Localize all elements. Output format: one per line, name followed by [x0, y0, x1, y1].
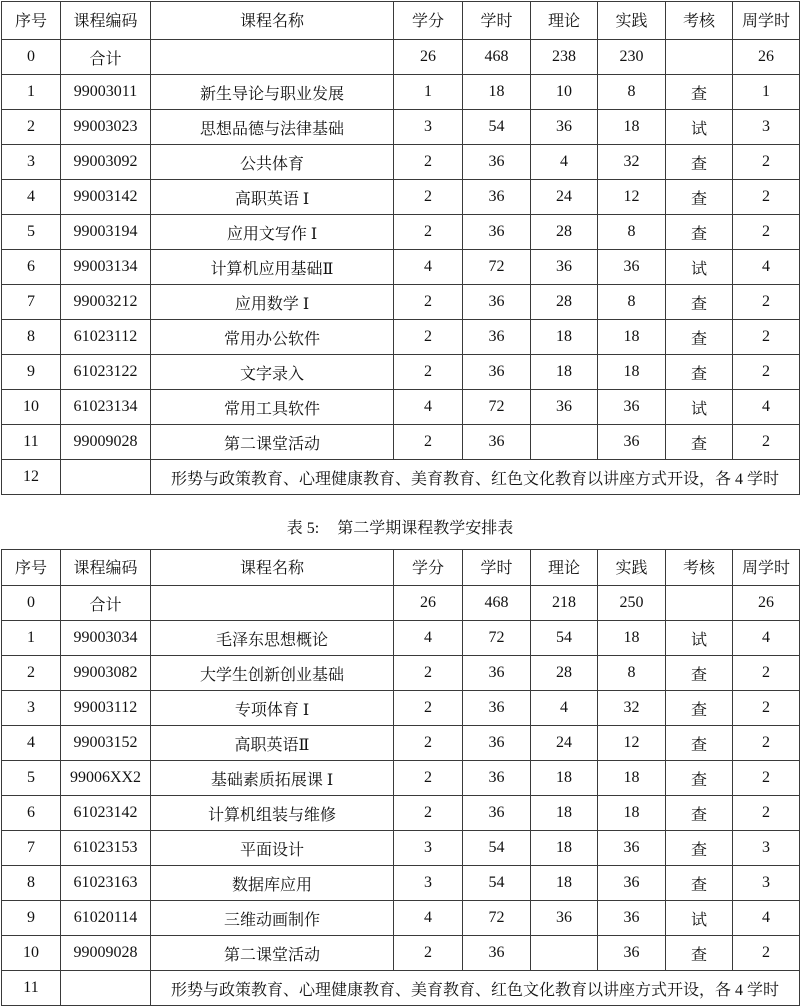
cell-code: 61023122: [61, 355, 151, 390]
cell-credit: 2: [394, 320, 463, 355]
cell-weekly: 2: [733, 320, 800, 355]
cell-hours: 36: [463, 761, 531, 796]
cell-name: 毛泽东思想概论: [151, 621, 394, 656]
note-row: [2, 460, 800, 495]
table-row: [2, 691, 800, 726]
note-text: 形势与政策教育、心理健康教育、美育教育、红色文化教育以讲座方式开设，各 4 学时: [151, 460, 800, 495]
cell-no: 12: [2, 460, 61, 495]
cell-code: 99009028: [61, 936, 151, 971]
table-row: [2, 145, 800, 180]
cell-hours: 36: [463, 936, 531, 971]
cell-theory: 28: [531, 215, 598, 250]
header-theory: 理论: [531, 550, 598, 586]
cell-no: 2: [2, 656, 61, 691]
table-row: [2, 320, 800, 355]
cell-code: 99003011: [61, 75, 151, 110]
cell-credit: 3: [394, 866, 463, 901]
cell-practice: 18: [598, 761, 666, 796]
cell-practice: 12: [598, 180, 666, 215]
cell-code: 99003142: [61, 180, 151, 215]
cell-theory: 24: [531, 726, 598, 761]
cell-credit: 3: [394, 831, 463, 866]
cell-hours: 72: [463, 901, 531, 936]
header-theory: 理论: [531, 2, 598, 40]
table-row: [2, 796, 800, 831]
cell-credit: 4: [394, 621, 463, 656]
cell-code: [61, 971, 151, 1006]
cell-exam: [666, 586, 733, 621]
table-row: [2, 621, 800, 656]
cell-weekly: 2: [733, 691, 800, 726]
cell-name: 专项体育 Ⅰ: [151, 691, 394, 726]
table-row: [2, 215, 800, 250]
course-table-semester-2: [1, 549, 800, 1006]
cell-exam: [666, 40, 733, 75]
cell-no: 2: [2, 110, 61, 145]
cell-name: 平面设计: [151, 831, 394, 866]
cell-no: 4: [2, 180, 61, 215]
cell-weekly: 2: [733, 285, 800, 320]
header-credit: 学分: [394, 2, 463, 40]
cell-weekly: 26: [733, 586, 800, 621]
table-row: [2, 901, 800, 936]
cell-code: 99003134: [61, 250, 151, 285]
table-row: [2, 726, 800, 761]
cell-code: 61023112: [61, 320, 151, 355]
cell-theory: 36: [531, 110, 598, 145]
cell-practice: 36: [598, 390, 666, 425]
cell-credit: 4: [394, 390, 463, 425]
cell-weekly: 2: [733, 145, 800, 180]
cell-code: 合计: [61, 40, 151, 75]
caption-label: 表 5:: [286, 520, 320, 537]
cell-hours: 36: [463, 180, 531, 215]
cell-theory: 18: [531, 796, 598, 831]
cell-no: 9: [2, 355, 61, 390]
caption-title: 第二学期课程教学安排表: [337, 520, 514, 537]
cell-practice: 36: [598, 936, 666, 971]
cell-code: 99003194: [61, 215, 151, 250]
cell-no: 7: [2, 285, 61, 320]
cell-hours: 36: [463, 145, 531, 180]
cell-theory: 36: [531, 250, 598, 285]
cell-practice: 18: [598, 796, 666, 831]
cell-credit: 1: [394, 75, 463, 110]
cell-no: 10: [2, 936, 61, 971]
cell-credit: 2: [394, 656, 463, 691]
cell-no: 0: [2, 40, 61, 75]
cell-exam: 查: [666, 285, 733, 320]
header-code: 课程编码: [61, 550, 151, 586]
cell-credit: 2: [394, 215, 463, 250]
cell-practice: 36: [598, 866, 666, 901]
cell-no: 3: [2, 145, 61, 180]
cell-practice: 8: [598, 215, 666, 250]
cell-weekly: 4: [733, 621, 800, 656]
cell-exam: 试: [666, 621, 733, 656]
cell-exam: 查: [666, 425, 733, 460]
cell-code: 合计: [61, 586, 151, 621]
note-text: 形势与政策教育、心理健康教育、美育教育、红色文化教育以讲座方式开设，各 4 学时: [151, 971, 800, 1006]
header-weekly: 周学时: [733, 2, 800, 40]
cell-name: [151, 40, 394, 75]
cell-exam: 查: [666, 936, 733, 971]
cell-credit: 2: [394, 726, 463, 761]
cell-theory: 18: [531, 866, 598, 901]
cell-name: 新生导论与职业发展: [151, 75, 394, 110]
table-caption: [0, 517, 800, 541]
cell-theory: 54: [531, 621, 598, 656]
course-table-semester-1: [1, 1, 800, 495]
cell-weekly: 2: [733, 761, 800, 796]
cell-theory: 24: [531, 180, 598, 215]
cell-weekly: 4: [733, 250, 800, 285]
cell-theory: [531, 425, 598, 460]
cell-practice: 8: [598, 656, 666, 691]
cell-no: 3: [2, 691, 61, 726]
cell-weekly: 2: [733, 936, 800, 971]
cell-theory: 18: [531, 320, 598, 355]
cell-name: 大学生创新创业基础: [151, 656, 394, 691]
header-row: [2, 2, 800, 40]
cell-name: 数据库应用: [151, 866, 394, 901]
table-row: [2, 831, 800, 866]
cell-credit: 2: [394, 761, 463, 796]
cell-code: 61023134: [61, 390, 151, 425]
cell-exam: 查: [666, 866, 733, 901]
header-exam: 考核: [666, 550, 733, 586]
cell-credit: 2: [394, 145, 463, 180]
cell-hours: 72: [463, 250, 531, 285]
cell-code: 99003112: [61, 691, 151, 726]
cell-code: 99003152: [61, 726, 151, 761]
cell-no: 5: [2, 761, 61, 796]
cell-credit: 2: [394, 691, 463, 726]
cell-practice: 36: [598, 250, 666, 285]
header-no: 序号: [2, 2, 61, 40]
table-row: [2, 866, 800, 901]
cell-name: 思想品德与法律基础: [151, 110, 394, 145]
cell-exam: 查: [666, 75, 733, 110]
table-row: [2, 180, 800, 215]
cell-practice: 32: [598, 145, 666, 180]
cell-name: 三维动画制作: [151, 901, 394, 936]
cell-weekly: 4: [733, 390, 800, 425]
cell-hours: 36: [463, 285, 531, 320]
cell-hours: 36: [463, 726, 531, 761]
cell-practice: 36: [598, 901, 666, 936]
cell-hours: 36: [463, 691, 531, 726]
cell-weekly: 2: [733, 180, 800, 215]
cell-weekly: 2: [733, 726, 800, 761]
cell-name: 高职英语Ⅱ: [151, 726, 394, 761]
header-name: 课程名称: [151, 550, 394, 586]
table-row: [2, 355, 800, 390]
cell-name: 应用文写作 Ⅰ: [151, 215, 394, 250]
table-row: [2, 40, 800, 75]
cell-no: 9: [2, 901, 61, 936]
cell-no: 1: [2, 75, 61, 110]
cell-no: 6: [2, 250, 61, 285]
cell-weekly: 3: [733, 866, 800, 901]
cell-code: 99003023: [61, 110, 151, 145]
table-row: [2, 390, 800, 425]
cell-weekly: 2: [733, 796, 800, 831]
cell-hours: 54: [463, 110, 531, 145]
cell-hours: 36: [463, 425, 531, 460]
cell-name: 计算机组装与维修: [151, 796, 394, 831]
cell-hours: 36: [463, 215, 531, 250]
table-row: [2, 425, 800, 460]
cell-hours: 36: [463, 320, 531, 355]
cell-name: 应用数学 Ⅰ: [151, 285, 394, 320]
cell-exam: 查: [666, 320, 733, 355]
cell-exam: 试: [666, 901, 733, 936]
cell-credit: 2: [394, 936, 463, 971]
cell-practice: 18: [598, 621, 666, 656]
cell-hours: 36: [463, 355, 531, 390]
cell-name: 常用办公软件: [151, 320, 394, 355]
cell-credit: 2: [394, 425, 463, 460]
cell-theory: 36: [531, 901, 598, 936]
cell-code: 61023153: [61, 831, 151, 866]
cell-code: 99003082: [61, 656, 151, 691]
cell-theory: 4: [531, 145, 598, 180]
header-code: 课程编码: [61, 2, 151, 40]
cell-credit: 2: [394, 285, 463, 320]
cell-hours: 72: [463, 390, 531, 425]
cell-no: 7: [2, 831, 61, 866]
cell-name: [151, 586, 394, 621]
cell-credit: 4: [394, 250, 463, 285]
cell-no: 5: [2, 215, 61, 250]
cell-code: 99009028: [61, 425, 151, 460]
header-exam: 考核: [666, 2, 733, 40]
table-row: [2, 110, 800, 145]
cell-exam: 查: [666, 726, 733, 761]
header-name: 课程名称: [151, 2, 394, 40]
cell-no: 4: [2, 726, 61, 761]
cell-weekly: 3: [733, 110, 800, 145]
header-practice: 实践: [598, 550, 666, 586]
cell-credit: 2: [394, 796, 463, 831]
cell-name: 常用工具软件: [151, 390, 394, 425]
cell-practice: 36: [598, 425, 666, 460]
cell-practice: 18: [598, 320, 666, 355]
cell-code: 99003092: [61, 145, 151, 180]
cell-practice: 8: [598, 75, 666, 110]
header-practice: 实践: [598, 2, 666, 40]
cell-no: 11: [2, 425, 61, 460]
table-row: [2, 75, 800, 110]
cell-theory: [531, 936, 598, 971]
note-row: [2, 971, 800, 1006]
header-no: 序号: [2, 550, 61, 586]
cell-practice: 230: [598, 40, 666, 75]
cell-name: 基础素质拓展课 Ⅰ: [151, 761, 394, 796]
cell-exam: 查: [666, 796, 733, 831]
cell-name: 第二课堂活动: [151, 936, 394, 971]
cell-no: 6: [2, 796, 61, 831]
cell-no: 0: [2, 586, 61, 621]
cell-theory: 18: [531, 355, 598, 390]
cell-exam: 试: [666, 250, 733, 285]
cell-hours: 36: [463, 656, 531, 691]
cell-name: 文字录入: [151, 355, 394, 390]
cell-exam: 试: [666, 390, 733, 425]
cell-practice: 8: [598, 285, 666, 320]
cell-exam: 查: [666, 180, 733, 215]
cell-hours: 468: [463, 586, 531, 621]
header-hours: 学时: [463, 2, 531, 40]
table-row: [2, 936, 800, 971]
cell-exam: 查: [666, 145, 733, 180]
cell-theory: 36: [531, 390, 598, 425]
table-row: [2, 250, 800, 285]
cell-weekly: 2: [733, 656, 800, 691]
cell-theory: 18: [531, 831, 598, 866]
cell-hours: 36: [463, 796, 531, 831]
cell-no: 1: [2, 621, 61, 656]
cell-exam: 查: [666, 831, 733, 866]
cell-no: 11: [2, 971, 61, 1006]
cell-name: 第二课堂活动: [151, 425, 394, 460]
cell-credit: 2: [394, 355, 463, 390]
header-weekly: 周学时: [733, 550, 800, 586]
cell-code: 99003212: [61, 285, 151, 320]
cell-credit: 4: [394, 901, 463, 936]
cell-theory: 28: [531, 656, 598, 691]
table-row: [2, 586, 800, 621]
header-row: [2, 550, 800, 586]
cell-practice: 32: [598, 691, 666, 726]
cell-exam: 查: [666, 355, 733, 390]
cell-exam: 查: [666, 656, 733, 691]
cell-code: 61023142: [61, 796, 151, 831]
cell-code: 99003034: [61, 621, 151, 656]
cell-no: 8: [2, 866, 61, 901]
cell-name: 计算机应用基础Ⅱ: [151, 250, 394, 285]
cell-hours: 54: [463, 831, 531, 866]
cell-exam: 查: [666, 761, 733, 796]
cell-weekly: 2: [733, 425, 800, 460]
cell-credit: 3: [394, 110, 463, 145]
cell-weekly: 4: [733, 901, 800, 936]
table-row: [2, 761, 800, 796]
cell-practice: 36: [598, 831, 666, 866]
cell-exam: 试: [666, 110, 733, 145]
cell-code: 61023163: [61, 866, 151, 901]
cell-theory: 10: [531, 75, 598, 110]
cell-hours: 18: [463, 75, 531, 110]
cell-code: 99006XX2: [61, 761, 151, 796]
cell-theory: 18: [531, 761, 598, 796]
cell-weekly: 2: [733, 355, 800, 390]
cell-weekly: 3: [733, 831, 800, 866]
cell-weekly: 2: [733, 215, 800, 250]
cell-no: 8: [2, 320, 61, 355]
cell-practice: 18: [598, 355, 666, 390]
cell-theory: 4: [531, 691, 598, 726]
header-credit: 学分: [394, 550, 463, 586]
cell-practice: 250: [598, 586, 666, 621]
table-row: [2, 656, 800, 691]
cell-theory: 28: [531, 285, 598, 320]
cell-practice: 18: [598, 110, 666, 145]
cell-hours: 54: [463, 866, 531, 901]
cell-hours: 468: [463, 40, 531, 75]
cell-name: 公共体育: [151, 145, 394, 180]
cell-exam: 查: [666, 215, 733, 250]
cell-weekly: 26: [733, 40, 800, 75]
cell-theory: 218: [531, 586, 598, 621]
cell-exam: 查: [666, 691, 733, 726]
cell-credit: 26: [394, 40, 463, 75]
cell-no: 10: [2, 390, 61, 425]
cell-weekly: 1: [733, 75, 800, 110]
cell-practice: 12: [598, 726, 666, 761]
header-hours: 学时: [463, 550, 531, 586]
cell-credit: 2: [394, 180, 463, 215]
cell-code: [61, 460, 151, 495]
cell-name: 高职英语 Ⅰ: [151, 180, 394, 215]
cell-code: 61020114: [61, 901, 151, 936]
cell-credit: 26: [394, 586, 463, 621]
cell-hours: 72: [463, 621, 531, 656]
cell-theory: 238: [531, 40, 598, 75]
table-row: [2, 285, 800, 320]
